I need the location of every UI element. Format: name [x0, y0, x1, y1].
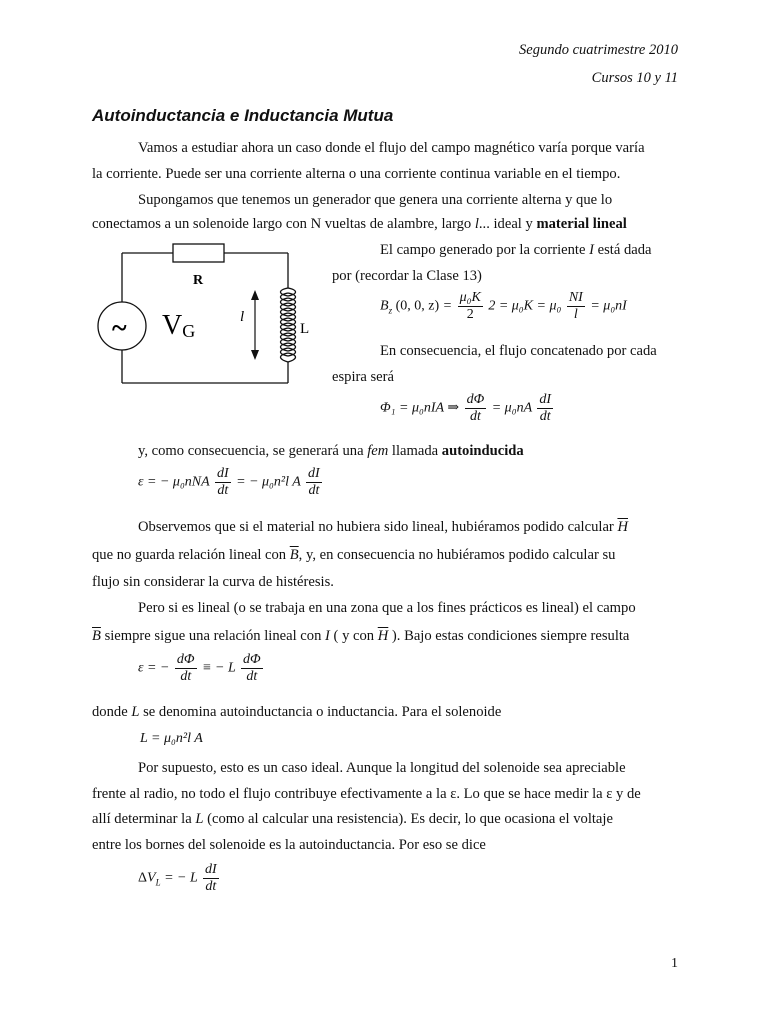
flux-line1: En consecuencia, el flujo concatenado por cada: [380, 343, 657, 359]
section-title: Autoinductancia e Inductancia Mutua: [92, 106, 394, 125]
para5-line1: Por supuesto, esto es un caso ideal. Aunque la longitud del solenoide sea apreciable: [138, 760, 626, 776]
inductor-label: L: [300, 321, 310, 337]
field-line2: por (recordar la Clase 13): [332, 268, 482, 284]
para5-line3: allí determinar la L (como al calcular una resistencia). Es decir, lo que ocasiona el voltaje: [92, 811, 613, 827]
resistor-label: R: [193, 273, 204, 288]
define-l-line: donde L se denomina autoinductancia o inductancia. Para el solenoide: [92, 704, 502, 720]
header-semester: Segundo cuatrimestre 2010: [519, 42, 678, 58]
circuit-diagram: [88, 240, 328, 390]
para2-line2: conectamos a un solenoide largo con N vueltas de alambre, largo l... ideal y material lineal: [92, 216, 627, 232]
para4-line2: $\overline{B}$ siempre sigue una relación lineal con I ( y con $\overline{H}$ ). Bajo estas condiciones siempre resulta: [92, 628, 630, 644]
para5-line2: frente al radio, no todo el flujo contribuye efectivamente a la ε. Lo que se hace medir la ε y de: [92, 786, 641, 802]
para5-line4: entre los bornes del solenoide es la autoinductancia. Por eso se dice: [92, 837, 486, 853]
resistor: [173, 244, 224, 262]
equation-flux: Φ₁ = μ₀nIA ⇒ $\frac{d\Phi}{dt}$ = μ₀nA $\frac{dI}{dt}$: [380, 392, 552, 424]
para2-line1: Supongamos que tenemos un generador que genera una corriente alterna y que lo: [138, 192, 613, 208]
field-line1: El campo generado por la corriente I está dada: [380, 242, 652, 258]
length-label: l: [240, 309, 245, 325]
page-number: 1: [671, 956, 678, 971]
para4-line1: Pero si es lineal (o se trabaja en una zona que a los fines prácticos es lineal) el campo: [138, 600, 636, 616]
equation-field: $B_z$ (0, 0, z) = $\frac{\text{μ₀K}}{2}$ 2 = μ₀K = μ₀ $\frac{NI}{l}$ = μ₀nI: [380, 290, 627, 322]
para1-line1: Vamos a estudiar ahora un caso donde el flujo del campo magnético varía porque varía: [138, 140, 645, 156]
para1-line2: la corriente. Puede ser una corriente alterna o una corriente continua variable en el tiempo.: [92, 166, 621, 182]
para3-line3: flujo sin considerar la curva de histéresis.: [92, 574, 334, 590]
equation-inductance: ε = − $\frac{d\Phi}{dt}$ ≡ − L $\frac{d\Phi}{dt}$: [138, 652, 261, 684]
source-symbol: ~: [112, 313, 127, 344]
equation-voltage: $\Delta V_L$ = − L $\frac{dI}{dt}$: [138, 862, 217, 894]
para3-line1: Observemos que si el material no hubiera sido lineal, hubiéramos podido calcular $\overline{H}$: [138, 519, 628, 535]
equation-solenoid: L = μ₀n²l A: [140, 731, 203, 746]
header-courses: Cursos 10 y 11: [591, 70, 678, 86]
source-label: VG: [162, 310, 196, 341]
para3-line2: que no guarda relación lineal con $\overline{B}$, y, en consecuencia no hubiéramos podido calcular su: [92, 547, 616, 563]
flux-line2: espira será: [332, 369, 394, 385]
inductor-coil: [281, 288, 296, 362]
equation-fem: ε = − μ₀nNA $\frac{dI}{dt}$ = − μ₀n²l A $\frac{dI}{dt}$: [138, 466, 320, 498]
fem-line: y, como consecuencia, se generará una fem llamada autoinducida: [138, 443, 524, 459]
